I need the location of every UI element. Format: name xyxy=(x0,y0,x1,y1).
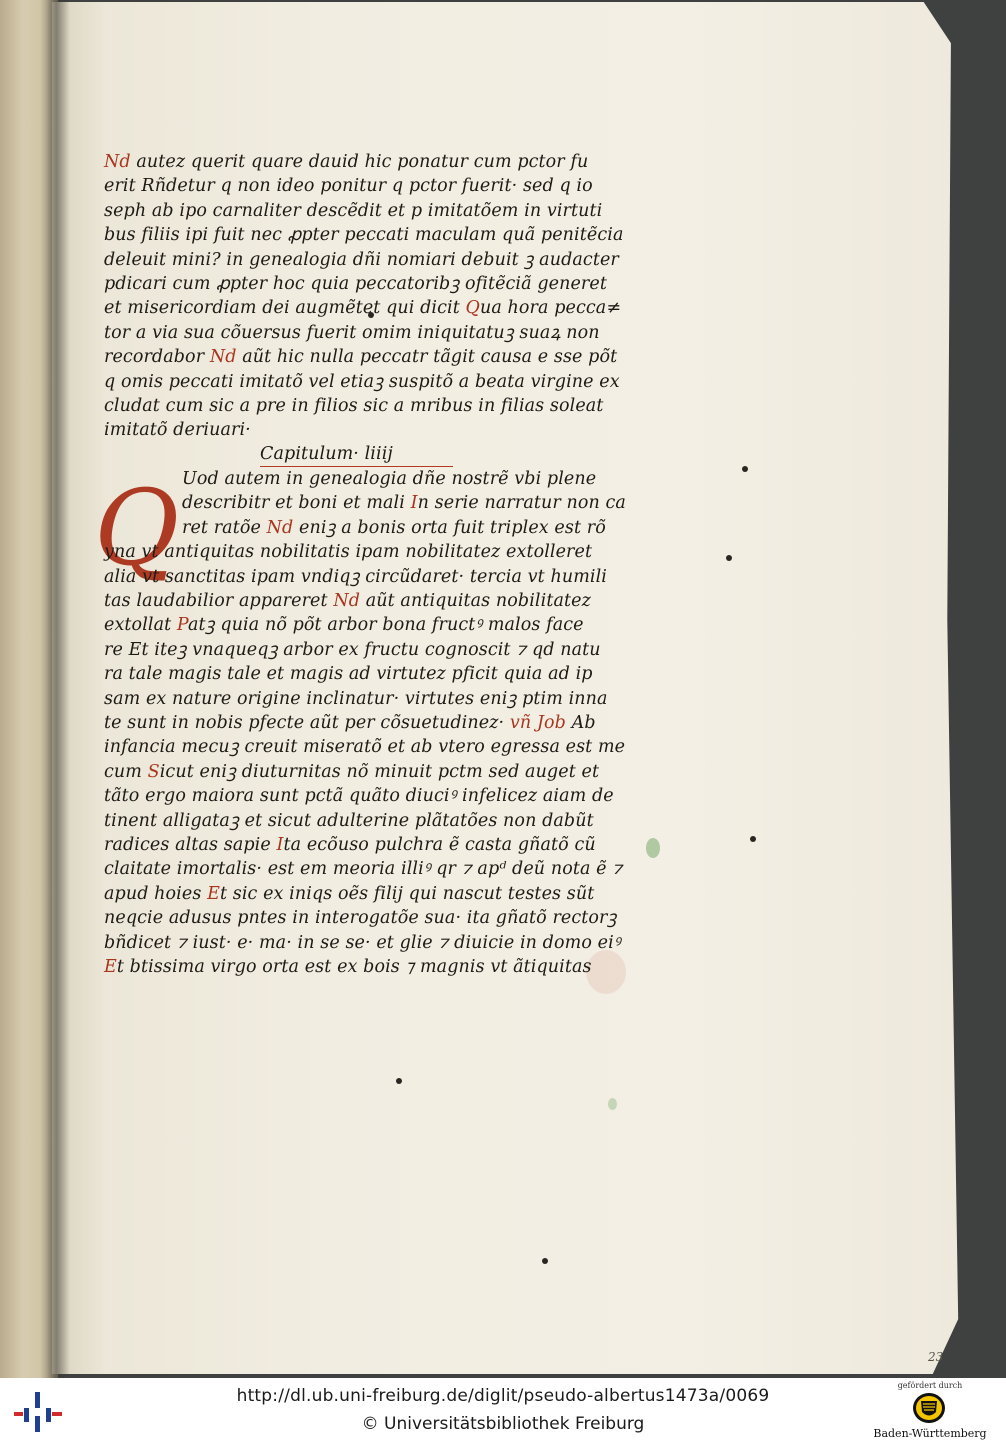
text-line xyxy=(104,565,644,589)
text-line xyxy=(104,467,644,491)
text-line xyxy=(104,882,644,906)
book-gutter-shadow xyxy=(40,0,70,1378)
rubric-text: Nd xyxy=(104,152,131,172)
text-segment: cum xyxy=(104,761,148,782)
text-segment: tor a via sua cõuersus fuerit omim iniquitatuꝫ suaꝝ non xyxy=(104,322,600,343)
text-segment: pdicari cum ꝓpter hoc quia peccatoribꝫ ofitẽciã generet xyxy=(104,273,607,294)
folio-number: 23 xyxy=(928,1350,944,1364)
text-segment: tas laudabilior appareret xyxy=(104,591,334,612)
text-line xyxy=(104,296,644,320)
text-line xyxy=(104,613,644,637)
copyright-notice: © Universitätsbibliothek Freiburg xyxy=(361,1414,645,1434)
rubric-text: vñ Job xyxy=(509,712,566,733)
text-segment: bus filiis ipi fuit nec ꝓpter peccati maculam quã penitẽcia xyxy=(104,225,624,246)
paragraph-before-heading xyxy=(104,150,644,443)
rubric-text: E xyxy=(104,956,117,977)
text-line xyxy=(104,223,644,247)
green-stain xyxy=(646,838,660,858)
text-segment: et misericordiam dei augmẽtet qui dicit xyxy=(104,298,466,319)
baden-wuerttemberg-seal-icon xyxy=(912,1392,946,1424)
text-segment: seph ab ipo carnaliter descẽdit et p imitatõem in virtuti xyxy=(104,200,603,221)
text-line xyxy=(104,150,644,174)
rubric-text: S xyxy=(147,761,160,782)
rubric-text: Nd xyxy=(333,591,361,612)
text-segment: Uod autem in genealogia dñe nostrẽ vbi plene xyxy=(182,469,597,490)
rubric-text: Q xyxy=(465,298,480,319)
rubric-text: E xyxy=(207,883,220,904)
text-segment: atꝫ quia nõ põt arbor bona fructꝰ malos face xyxy=(188,615,584,636)
text-segment: icut eniꝫ diuturnitas nõ minuit pctm sed auget et xyxy=(159,761,600,782)
text-segment: t btissima virgo orta est ex bois ⁊ magnis vt ãtiquitas xyxy=(116,956,592,977)
text-line xyxy=(104,784,644,808)
text-segment: eniꝫ a bonis orta fuit triplex est rõ xyxy=(293,517,606,538)
pinhole-dot xyxy=(726,555,732,561)
text-segment: n serie narratur non ca xyxy=(417,493,626,514)
text-segment: sam ex nature origine inclinatur· virtutes eniꝫ ptim inna xyxy=(104,688,608,709)
text-segment: recordabor xyxy=(104,347,210,368)
text-line xyxy=(104,491,644,515)
text-line xyxy=(104,394,644,418)
text-segment: claitate imortalis· est em meoria illiꝰ qr ⁊ apᵈ deũ nota ẽ ⁊ xyxy=(104,859,623,880)
text-segment: yna vt antiquitas nobilitatis ipam nobilitatez extolleret xyxy=(104,542,593,563)
chapter-heading: Capitulum· liiij xyxy=(260,442,453,467)
text-segment: re Et iteꝫ vnaqueqꝫ arbor ex fructu cognoscit ⁊ qd natu xyxy=(104,639,601,660)
text-line xyxy=(104,418,644,442)
text-line xyxy=(104,321,644,345)
text-segment: ua hora pecca≠ xyxy=(479,298,622,319)
text-segment: q omis peccati imitatõ vel etiaꝫ suspitõ a beata virgine ex xyxy=(104,371,620,392)
text-segment: cludat cum sic a pre in filios sic a mribus in filias soleat xyxy=(104,395,604,416)
footer-bar xyxy=(0,1378,1006,1446)
text-segment: ret ratõe xyxy=(182,517,267,538)
text-line xyxy=(104,906,644,930)
rubric-text: Nd xyxy=(266,517,294,538)
text-segment: imitatõ deriuari· xyxy=(104,420,251,441)
sponsor-label: gefördert durch xyxy=(897,1381,963,1390)
rubric-text: I xyxy=(276,834,284,855)
text-line xyxy=(104,589,644,613)
chapter-paragraph xyxy=(104,467,644,979)
text-segment: t sic ex iniqs oẽs filij qui nascut testes sũt xyxy=(219,883,595,904)
document-url-link[interactable]: http://dl.ub.uni-freiburg.de/diglit/pseudo-albertus1473a/0069 xyxy=(236,1386,770,1406)
rubricated-initial: Q xyxy=(94,467,180,589)
text-segment: deleuit mini? in genealogia dñi nomiari debuit ꝫ audacter xyxy=(104,249,619,270)
pinhole-dot xyxy=(542,1258,548,1264)
text-segment: Ab xyxy=(565,712,596,733)
text-segment: bñdicet ⁊ iust· e· ma· in se se· et glie ⁊ diuicie in domo eiꝰ xyxy=(104,932,621,953)
pinhole-dot xyxy=(742,466,748,472)
text-line xyxy=(104,760,644,784)
text-line xyxy=(104,638,644,662)
text-line xyxy=(104,516,644,540)
text-line xyxy=(104,687,644,711)
rubric-text: I xyxy=(410,493,418,514)
text-line xyxy=(104,248,644,272)
text-block xyxy=(104,150,644,979)
text-line xyxy=(104,833,644,857)
text-line xyxy=(104,370,644,394)
text-line xyxy=(104,955,644,979)
text-segment: tãto ergo maiora sunt pctã quãto diuciꝰ infelicez aiam de xyxy=(104,786,614,807)
text-segment: ta ecõuso pulchra ẽ casta gñatõ cũ xyxy=(283,834,596,855)
text-segment: aũt antiquitas nobilitatez xyxy=(360,591,591,612)
chapter-heading-line xyxy=(104,443,644,467)
text-line xyxy=(104,272,644,296)
text-line xyxy=(104,662,644,686)
text-segment: alia vt sanctitas ipam vndiqꝫ circũdaret· tercia vt humili xyxy=(104,566,607,587)
pinhole-dot xyxy=(750,836,756,842)
text-segment: te sunt in nobis pfecte aũt per cõsuetudinez· xyxy=(104,712,510,733)
text-line xyxy=(104,711,644,735)
text-line xyxy=(104,540,644,564)
text-segment: radices altas sapie xyxy=(104,834,277,855)
text-segment: infancia mecuꝫ creuit miseratõ et ab vtero egressa est me xyxy=(104,737,626,758)
text-segment: tinent alligataꝫ et sicut adulterine plãtatões non dabũt xyxy=(104,810,594,831)
text-line xyxy=(104,199,644,223)
text-segment: neqcie adusus pntes in interogatõe sua· ita gñatõ rectorꝫ xyxy=(104,908,617,929)
rubric-text: Nd xyxy=(209,347,237,368)
text-line xyxy=(104,174,644,198)
text-line xyxy=(104,857,644,881)
text-line xyxy=(104,735,644,759)
text-line xyxy=(104,931,644,955)
green-stain xyxy=(608,1098,617,1110)
pinhole-dot xyxy=(396,1078,402,1084)
sponsor-name: Baden-Württemberg xyxy=(873,1427,987,1440)
text-segment: ra tale magis tale et magis ad virtutez pficit quia ad ip xyxy=(104,664,593,685)
text-line xyxy=(104,809,644,833)
text-segment: describitr et boni et mali xyxy=(182,493,411,514)
text-segment: autez querit quare dauid hic ponatur cum pctor fu xyxy=(130,152,589,172)
rubric-text: P xyxy=(176,615,189,636)
text-segment: erit Rñdetur q non ideo ponitur q pctor fuerit· sed q io xyxy=(104,176,593,197)
text-line xyxy=(104,345,644,369)
text-segment: extollat xyxy=(104,615,177,636)
text-segment: aũt hic nulla peccatr tãgit causa e sse põt xyxy=(236,347,618,368)
text-segment: apud hoies xyxy=(104,883,208,904)
